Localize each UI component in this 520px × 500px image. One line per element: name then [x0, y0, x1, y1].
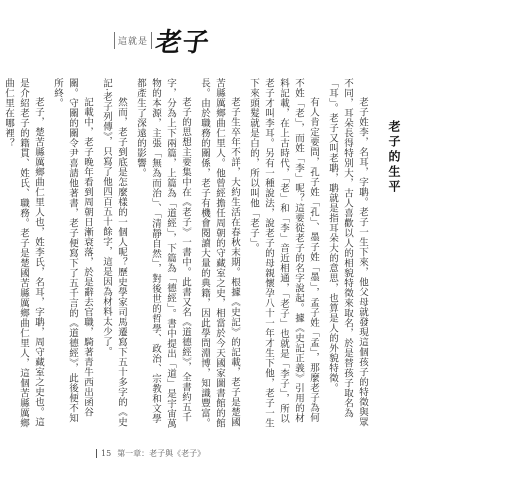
book-series-label: 這就是: [114, 32, 152, 49]
body-text: [3, 78, 370, 430]
paragraph: 老子，楚苦縣厲鄉曲仁里人也，姓李氏，名耳，字聃，周守藏室之史也。這是介紹老子的籍貫、姓氏、職務。老子是楚國苦縣厲鄉曲仁里人，這個苦縣厲鄉曲仁里在哪裡？: [3, 78, 44, 428]
paragraph: 老子的思想主要集中在《老子》一書中。此書又名《道德經》，全書約五千字，分為上下兩篇，上篇為「道經」，下篇為「德經」。書中提出「道」是宇宙萬物的本源，主張「無為而治」、「清靜自然」，對後世的哲學、政治、宗教和文學都產生了深遠的影響。: [135, 78, 191, 429]
page-footer: [96, 448, 205, 459]
paragraph: 老子姓李，名耳，字聃。老子一生下來，他父母就發現這個孩子的特徵與眾不同，耳朵長得特別大，古人喜歡以人的相貌特徵來取名，於是替孩子取名為「耳」。老子又叫老聃，聃就是指耳朵大的意思，也算是人的外貌特徵。: [327, 78, 368, 427]
calligraphy-title: 老子: [153, 28, 212, 58]
paragraph: 然而，老子到底是怎麼樣的一個人呢？歷史學家司馬遷寫下五十多字的《史記·老子列傳》，只寫了他四百五十餘字，這是因為材料太少了。: [101, 78, 127, 427]
paragraph: 記載中，老子晚年看到周朝日漸衰落，於是辭去官職，騎著青牛西出函谷關。守關的關令尹喜請他著書，老子便寫下了五千言的《道德經》，此後便不知所終。: [52, 78, 93, 424]
chapter-label: 第一章：老子與《老子》: [117, 449, 206, 458]
paragraph: 老子生卒年不詳，大約生活在春秋末期。根據《史記》的記載，老子是楚國苦縣厲鄉曲仁里人。他曾經擔任周朝的守藏室之史，相當於今天國家圖書館的館長。由於職務的關係，老子有機會閱讀大量的典籍，因此學問淵博，知識豐富。: [199, 78, 240, 428]
paragraph: 有人肯定要問，孔子姓「孔」、墨子姓「墨」，孟子姓「孟」，那麼老子為何不姓「老」，而姓「李」呢？這要從老子的名字說起。據《史記正義》引用的材料記載，在上古時代，「老」和「李」音近相通，「老子」也就是「李子」，所以老子才叫李耳。另有一種說法，說老子的母親懷孕八十一年才生下他，老子一生下來頭髮就是白的，所以叫他「老子」。: [248, 78, 319, 428]
page-number: 15: [96, 449, 111, 458]
section-title: 老子的生平: [387, 120, 401, 195]
header-brand: [114, 22, 210, 59]
